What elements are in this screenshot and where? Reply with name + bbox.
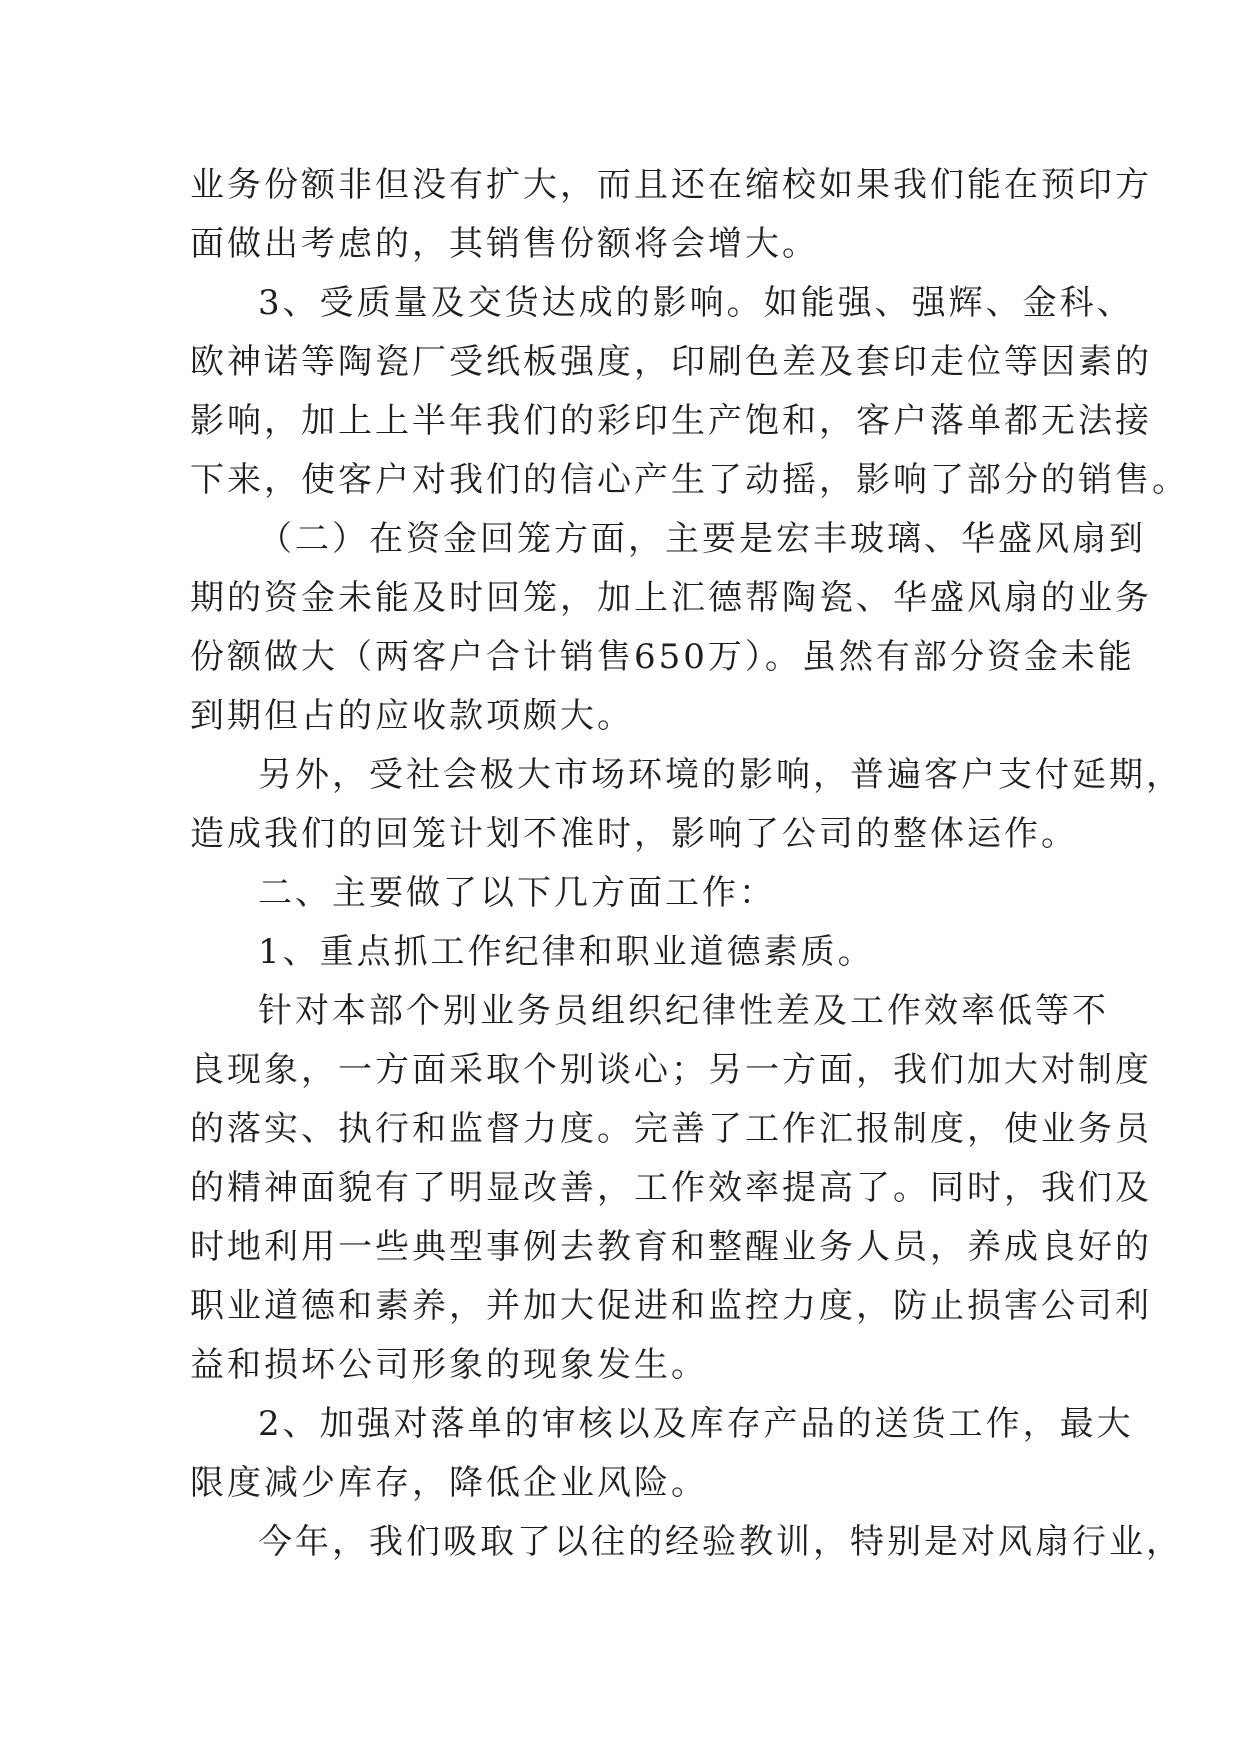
text-line: 的精神面貌有了明显改善，工作效率提高了。同时，我们及: [190, 1168, 1152, 1208]
subsection-heading: [190, 1395, 1134, 1513]
text-line: 下来，使客户对我们的信心产生了动摇，影响了部分的销售。: [190, 460, 1189, 500]
paragraph: [190, 1513, 1183, 1572]
text-line: 另外，受社会极大市场环境的影响，普遍客户支付延期，: [258, 755, 1183, 795]
text-line: 面做出考虑的，其销售份额将会增大。: [190, 224, 819, 264]
text-line: 今年，我们吸取了以往的经验教训，特别是对风扇行业，: [258, 1522, 1183, 1562]
text-line: 2、加强对落单的审核以及库存产品的送货工作，最大: [258, 1404, 1134, 1444]
document-body: [190, 156, 1189, 1572]
text-line: 针对本部个别业务员组织纪律性差及工作效率低等不: [258, 991, 1109, 1031]
text-line: 业务份额非但没有扩大，而且还在缩校如果我们能在预印方: [190, 165, 1152, 205]
text-line: 欧神诺等陶瓷厂受纸板强度，印刷色差及套印走位等因素的: [190, 342, 1152, 382]
section-heading: [190, 864, 1052, 923]
paragraph: [190, 982, 1152, 1395]
text-line: （二）在资金回笼方面，主要是宏丰玻璃、华盛风扇到: [258, 519, 1146, 559]
text-line: 职业道德和素养，并加大促进和监控力度，防止损害公司利: [190, 1286, 1152, 1326]
paragraph: [190, 156, 1152, 274]
paragraph: [190, 746, 1183, 864]
text-line: 二、主要做了以下几方面工作：: [258, 873, 776, 913]
paragraph: [190, 274, 1189, 510]
text-line: 影响，加上上半年我们的彩印生产饱和，客户落单都无法接: [190, 401, 1152, 441]
text-line: 1、重点抓工作纪律和职业道德素质。: [258, 932, 875, 972]
text-line: 限度减少库存，降低企业风险。: [190, 1463, 708, 1503]
subsection-heading: [190, 923, 1052, 982]
paragraph: [190, 510, 1152, 746]
text-line: 时地利用一些典型事例去教育和整醒业务人员，养成良好的: [190, 1227, 1152, 1267]
text-line: 良现象，一方面采取个别谈心；另一方面，我们加大对制度: [190, 1050, 1152, 1090]
text-line: 到期但占的应收款项颇大。: [190, 696, 634, 736]
text-line: 造成我们的回笼计划不准时，影响了公司的整体运作。: [190, 814, 1078, 854]
text-line: 的落实、执行和监督力度。完善了工作汇报制度，使业务员: [190, 1109, 1152, 1149]
text-line: 3、受质量及交货达成的影响。如能强、强辉、金科、: [258, 283, 1134, 323]
text-line: 份额做大（两客户合计销售650万）。虽然有部分资金未能: [190, 637, 1135, 677]
text-line: 期的资金未能及时回笼，加上汇德帮陶瓷、华盛风扇的业务: [190, 578, 1152, 618]
text-line: 益和损坏公司形象的现象发生。: [190, 1345, 708, 1385]
